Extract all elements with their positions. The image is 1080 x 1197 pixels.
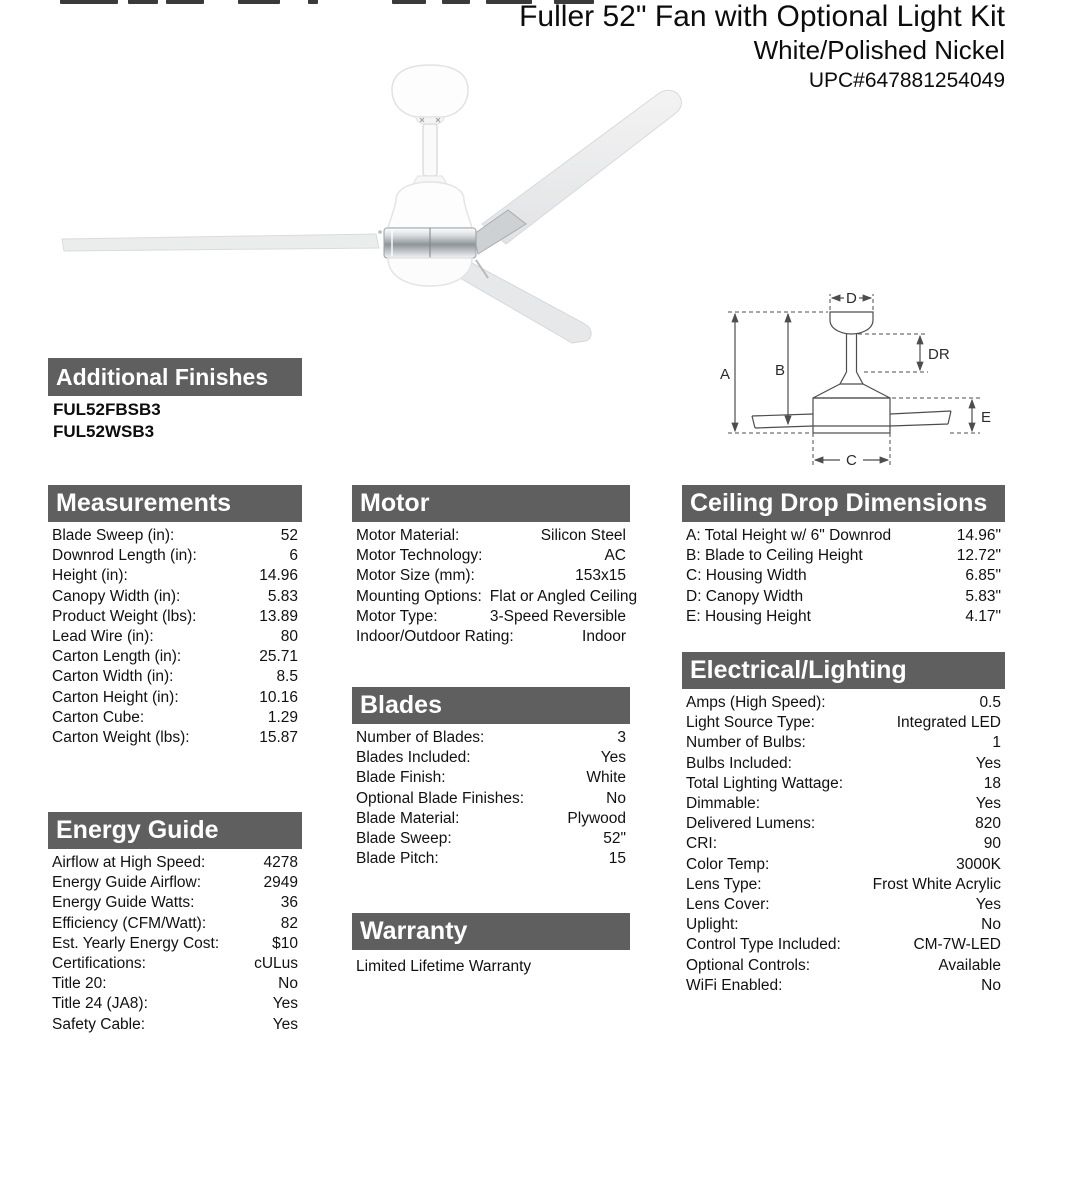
- spec-value: CM-7W-LED: [913, 936, 1001, 954]
- spec-label: Blade Material:: [356, 809, 460, 827]
- spec-row: [52, 708, 298, 728]
- spec-value: AC: [604, 547, 626, 565]
- spec-label: Bulbs Included:: [686, 754, 792, 772]
- fan-light-lens: [388, 258, 472, 286]
- spec-value: 820: [975, 815, 1001, 833]
- spec-label: Light Source Type:: [686, 714, 815, 732]
- spec-value: 52: [280, 527, 298, 544]
- spec-value: 8.5: [276, 668, 298, 686]
- spec-value: 15: [608, 850, 626, 868]
- spec-value: Yes: [272, 995, 298, 1013]
- spec-row: [356, 728, 626, 748]
- spec-label: Height (in):: [52, 567, 128, 585]
- spec-label: Optional Blade Finishes:: [356, 789, 525, 807]
- spec-row: [686, 733, 1001, 753]
- spec-row: [52, 587, 298, 607]
- measurements-header: Measurements: [48, 485, 302, 522]
- spec-label: Airflow at High Speed:: [52, 854, 206, 871]
- upc-text: UPC#647881254049: [808, 69, 1005, 92]
- spec-value: 52": [603, 830, 626, 848]
- spec-value: 3-Speed Reversible: [489, 607, 626, 625]
- spec-value: Frost White Acrylic: [872, 875, 1001, 893]
- spec-label: WiFi Enabled:: [686, 976, 783, 994]
- spec-value: 80: [280, 628, 298, 646]
- spec-value: Indoor: [582, 628, 626, 646]
- fan-motor-housing: [388, 176, 472, 228]
- spec-value: Yes: [272, 1015, 298, 1033]
- spec-value: 25.71: [259, 648, 298, 666]
- warranty-header: Warranty: [352, 913, 630, 950]
- spec-label: Blade Finish:: [356, 769, 446, 787]
- spec-label: Lead Wire (in):: [52, 628, 154, 646]
- spec-value: 3000K: [956, 855, 1001, 873]
- finish-model-number: FUL52FBSB3: [53, 400, 161, 419]
- spec-row: [686, 526, 1001, 546]
- spec-row: [686, 587, 1001, 607]
- spec-row: [356, 546, 626, 566]
- spec-row: [52, 728, 298, 748]
- spec-value: Flat or Angled Ceiling: [489, 587, 638, 605]
- diagram-label-dr: DR: [928, 346, 950, 363]
- spec-label: Blade Sweep:: [356, 830, 452, 848]
- spec-row: [52, 667, 298, 687]
- spec-row: [686, 895, 1001, 915]
- fan-downrod: [423, 124, 437, 176]
- spec-label: B: Blade to Ceiling Height: [686, 547, 863, 565]
- spec-row: [52, 526, 298, 546]
- section-ceiling-drop: [682, 485, 1005, 627]
- section-electrical-lighting: [682, 652, 1005, 996]
- spec-row: [52, 627, 298, 647]
- fan-blade-bottom: [460, 262, 591, 343]
- diagram-label-c: C: [846, 452, 857, 469]
- measurements-rows: [48, 522, 302, 748]
- spec-row: [686, 834, 1001, 854]
- spec-label: Blade Pitch:: [356, 850, 439, 868]
- electrical-lighting-header: Electrical/Lighting: [682, 652, 1005, 689]
- spec-value: 10.16: [259, 688, 298, 706]
- spec-value: 6.85": [965, 567, 1001, 585]
- spec-label: Product Weight (lbs):: [52, 607, 197, 625]
- spec-row: [686, 566, 1001, 586]
- fan-canopy: [392, 65, 468, 125]
- spec-row: [686, 693, 1001, 713]
- spec-label: Energy Guide Watts:: [52, 894, 195, 912]
- fan-blade-left: [62, 228, 402, 251]
- motor-rows: [352, 522, 638, 647]
- spec-label: Control Type Included:: [686, 936, 841, 954]
- spec-label: C: Housing Width: [686, 567, 807, 585]
- spec-row: [52, 688, 298, 708]
- spec-row: [686, 855, 1001, 875]
- spec-label: Number of Bulbs:: [686, 734, 806, 752]
- spec-label: Number of Blades:: [356, 729, 485, 746]
- spec-row: [52, 873, 298, 893]
- spec-label: Dimmable:: [686, 795, 761, 813]
- spec-row: [52, 914, 298, 934]
- spec-value: 6: [289, 547, 298, 565]
- section-warranty: [352, 913, 630, 976]
- spec-value: 3: [617, 729, 626, 746]
- spec-row: [356, 587, 638, 607]
- spec-value: Available: [938, 956, 1001, 974]
- spec-label: Optional Controls:: [686, 956, 811, 974]
- section-additional-finishes: [48, 358, 302, 443]
- spec-value: 14.96: [259, 567, 298, 585]
- spec-value: 18: [983, 774, 1001, 792]
- spec-label: Lens Type:: [686, 875, 762, 893]
- diagram-label-a: A: [720, 366, 731, 383]
- spec-row: [52, 974, 298, 994]
- spec-row: [52, 546, 298, 566]
- spec-value: 5.83: [267, 587, 298, 605]
- spec-label: Carton Weight (lbs):: [52, 729, 190, 747]
- spec-value: 82: [280, 914, 298, 932]
- spec-label: Motor Technology:: [356, 547, 483, 565]
- spec-value: Yes: [975, 896, 1001, 914]
- spec-row: [356, 829, 626, 849]
- spec-value: No: [606, 789, 626, 807]
- spec-value: 90: [983, 835, 1001, 853]
- spec-label: Carton Height (in):: [52, 688, 179, 706]
- diagram-label-d: D: [846, 290, 857, 307]
- spec-row: [52, 994, 298, 1014]
- spec-label: Title 20:: [52, 975, 107, 993]
- energy-guide-rows: [48, 849, 302, 1035]
- spec-label: Blades Included:: [356, 749, 471, 767]
- spec-value: $10: [272, 934, 298, 952]
- spec-label: Color Temp:: [686, 855, 770, 873]
- spec-row: [52, 893, 298, 913]
- spec-row: [686, 546, 1001, 566]
- spec-row: [356, 526, 626, 546]
- spec-row: [52, 566, 298, 586]
- spec-label: Carton Width (in):: [52, 668, 174, 686]
- spec-value: 36: [280, 894, 298, 912]
- spec-label: Motor Material:: [356, 527, 460, 544]
- spec-label: Certifications:: [52, 955, 146, 973]
- spec-value: No: [981, 916, 1001, 934]
- spec-row: [52, 954, 298, 974]
- spec-row: [686, 713, 1001, 733]
- spec-value: Silicon Steel: [540, 527, 626, 544]
- spec-label: Mounting Options:: [356, 587, 482, 605]
- spec-label: Energy Guide Airflow:: [52, 874, 202, 892]
- spec-value: 12.72": [956, 547, 1001, 565]
- spec-row: [686, 956, 1001, 976]
- spec-value: 5.83": [965, 587, 1001, 605]
- finish-subtitle: White/Polished Nickel: [753, 35, 1005, 65]
- spec-row: [356, 849, 626, 869]
- spec-label: Carton Length (in):: [52, 648, 182, 666]
- spec-row: [356, 748, 626, 768]
- spec-value: 13.89: [259, 607, 298, 625]
- spec-row: [686, 774, 1001, 794]
- spec-value: 1.29: [267, 708, 298, 726]
- section-motor: [352, 485, 638, 647]
- spec-value: 153x15: [575, 567, 626, 585]
- spec-row: [52, 853, 298, 873]
- spec-row: [356, 809, 626, 829]
- spec-value: cULus: [254, 955, 298, 973]
- blades-rows: [352, 724, 630, 869]
- spec-value: 15.87: [259, 729, 298, 747]
- spec-value: Yes: [975, 754, 1001, 772]
- spec-label: Motor Type:: [356, 607, 438, 625]
- spec-row: [52, 607, 298, 627]
- spec-value: 14.96": [956, 527, 1001, 544]
- section-measurements: [48, 485, 302, 748]
- spec-label: E: Housing Height: [686, 607, 811, 625]
- spec-row: [52, 1015, 298, 1035]
- section-energy-guide: [48, 812, 302, 1035]
- diagram-housing-slope: [813, 384, 890, 398]
- spec-row: [686, 607, 1001, 627]
- spec-value: Integrated LED: [896, 714, 1001, 732]
- spec-value: Yes: [975, 795, 1001, 813]
- spec-label: Indoor/Outdoor Rating:: [356, 628, 514, 646]
- electrical-lighting-rows: [682, 689, 1005, 996]
- diagram-flare: [840, 372, 863, 384]
- spec-row: [356, 607, 626, 627]
- spec-row: [686, 814, 1001, 834]
- spec-label: D: Canopy Width: [686, 587, 804, 605]
- spec-label: A: Total Height w/ 6" Downrod: [686, 527, 892, 544]
- spec-value: Yes: [600, 749, 626, 767]
- fan-product-image: [40, 52, 700, 354]
- spec-row: [686, 754, 1001, 774]
- ceiling-drop-header: Ceiling Drop Dimensions: [682, 485, 1005, 522]
- spec-row: [52, 934, 298, 954]
- spec-label: Safety Cable:: [52, 1015, 146, 1033]
- spec-row: [686, 915, 1001, 935]
- spec-row: [356, 768, 626, 788]
- additional-finishes-header: Additional Finishes: [48, 358, 302, 396]
- spec-row: [52, 647, 298, 667]
- motor-header: Motor: [352, 485, 630, 522]
- fan-nickel-band: [384, 228, 476, 258]
- spec-label: Canopy Width (in):: [52, 587, 181, 605]
- additional-finishes-list: [48, 396, 302, 443]
- spec-row: [686, 935, 1001, 955]
- spec-value: White: [586, 769, 626, 787]
- dimension-diagram: [700, 270, 1080, 482]
- diagram-label-b: B: [775, 362, 786, 379]
- spec-row: [686, 976, 1001, 996]
- spec-value: No: [981, 976, 1001, 994]
- spec-value: 4278: [263, 854, 298, 871]
- energy-guide-header: Energy Guide: [48, 812, 302, 849]
- finish-model-number: FUL52WSB3: [53, 422, 155, 441]
- spec-label: Blade Sweep (in):: [52, 527, 175, 544]
- spec-value: 1: [992, 734, 1001, 752]
- spec-label: Carton Cube:: [52, 708, 145, 726]
- spec-row: [686, 794, 1001, 814]
- spec-label: Total Lighting Wattage:: [686, 774, 844, 792]
- spec-label: Lens Cover:: [686, 896, 770, 914]
- spec-label: Title 24 (JA8):: [52, 995, 148, 1013]
- diagram-label-e: E: [981, 409, 992, 426]
- diagram-housing: [813, 398, 890, 433]
- warranty-text: Limited Lifetime Warranty: [356, 958, 532, 975]
- spec-row: [686, 875, 1001, 895]
- page-title: Fuller 52" Fan with Optional Light Kit: [519, 0, 1005, 33]
- spec-row: [356, 789, 626, 809]
- spec-label: Est. Yearly Energy Cost:: [52, 934, 220, 952]
- spec-value: 0.5: [979, 694, 1001, 711]
- spec-value: Plywood: [567, 809, 626, 827]
- diagram-blade-right: [890, 411, 951, 426]
- spec-label: Delivered Lumens:: [686, 815, 816, 833]
- spec-label: Efficiency (CFM/Watt):: [52, 914, 207, 932]
- ceiling-drop-rows: [682, 522, 1005, 627]
- diagram-blade-left: [752, 414, 813, 428]
- spec-label: Downrod Length (in):: [52, 547, 197, 565]
- diagram-downrod: [847, 334, 857, 372]
- section-blades: [352, 687, 630, 869]
- diagram-canopy: [830, 312, 873, 334]
- spec-value: 4.17": [965, 607, 1001, 625]
- spec-row: [356, 627, 626, 647]
- spec-label: Amps (High Speed):: [686, 694, 826, 711]
- spec-value: No: [278, 975, 298, 993]
- spec-label: Uplight:: [686, 916, 739, 934]
- spec-label: Motor Size (mm):: [356, 567, 475, 585]
- spec-label: CRI:: [686, 835, 717, 853]
- blades-header: Blades: [352, 687, 630, 724]
- spec-row: [356, 566, 626, 586]
- spec-value: 2949: [263, 874, 298, 892]
